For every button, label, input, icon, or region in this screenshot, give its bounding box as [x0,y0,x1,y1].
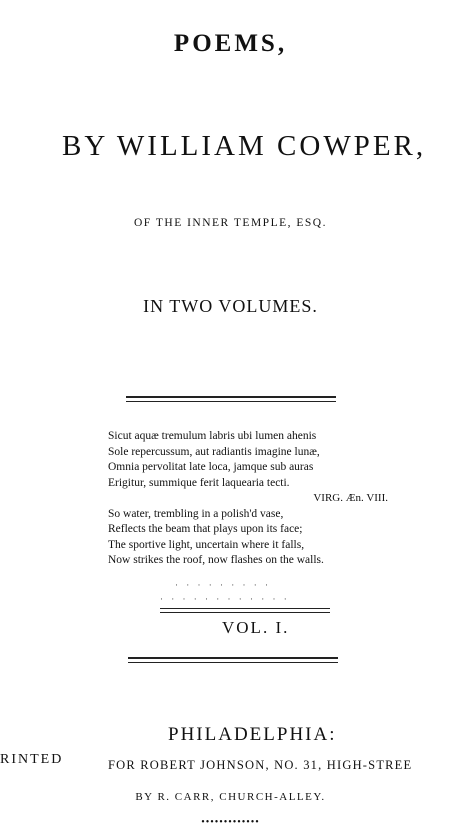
dotted-ornament: · · · · · · · · · · · · [160,594,290,604]
epigraph-english-line: Reflects the beam that plays upon its face; [108,523,303,535]
author-line: BY WILLIAM COWPER, [62,130,427,162]
epigraph-latin-line: Sicut aquæ tremulum labris ubi lumen ahenis [108,430,317,442]
imprint-publisher: FOR ROBERT JOHNSON, NO. 31, HIGH-STREE [108,758,413,772]
rule-top-thick [126,396,336,398]
epigraph-english-line: Now strikes the roof, now flashes on the walls. [108,554,324,566]
epigraph-latin-line: Omnia pervolitat late loca, jamque sub auras [108,461,314,473]
imprint-city: PHILADELPHIA: [168,724,337,745]
epigraph-english-line: The sportive light, uncertain where it falls, [108,538,305,551]
imprint-printed-prefix: RINTED [0,752,64,767]
rule-volume-mid [160,612,330,613]
epigraph-citation: VIRG. Æn. VIII. [313,492,388,504]
bottom-ornament: ••••••••••••• [201,817,260,828]
imprint-printer: BY R. CARR, CHURCH-ALLEY. [135,791,326,803]
volume-label: VOL. I. [222,618,290,637]
volume-count: IN TWO VOLUMES. [143,296,318,316]
author-affiliation: OF THE INNER TEMPLE, ESQ. [134,217,327,229]
rule-top-thin [126,401,336,402]
epigraph-english-line: So water, trembling in a polish'd vase, [108,507,284,520]
rule-bottom-thick [128,657,338,659]
book-title: POEMS, [173,30,288,57]
rule-volume-top [160,608,330,609]
epigraph [108,429,408,569]
rule-bottom-thin [128,662,338,663]
epigraph-latin-line: Sole repercussum, aut radiantis imagine lunæ, [108,445,320,458]
dotted-ornament: · · · · · · · · · [175,580,271,590]
epigraph-latin-line: Erigitur, summique ferit laquearia tecti. [108,476,290,489]
